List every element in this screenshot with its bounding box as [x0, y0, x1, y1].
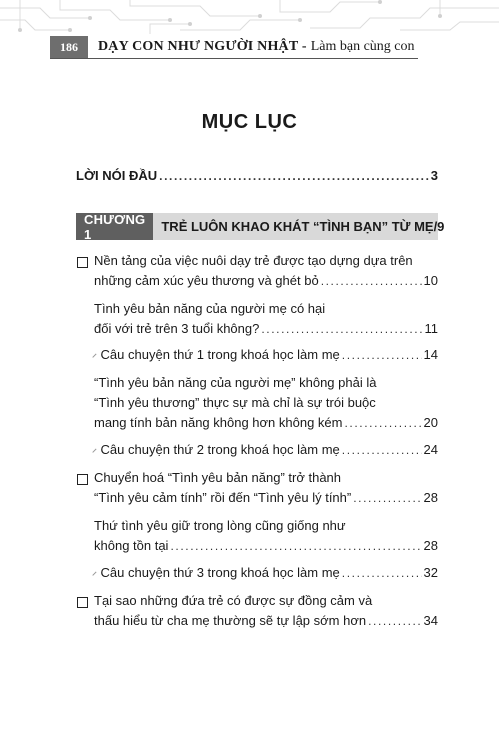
- checkbox-bullet-icon: [77, 474, 88, 485]
- running-title: [88, 36, 415, 58]
- entry-text: Câu chuyện thứ 2 trong khoá học làm mẹ: [100, 442, 340, 457]
- entry-text: “Tình yêu bản năng của người mẹ” không phải là: [94, 375, 377, 390]
- entry-text: mang tính bản năng không hơn không kém: [94, 415, 343, 430]
- entry-text: “Tình yêu thương” thực sự mà chỉ là sự trói buộc: [94, 395, 376, 410]
- leader-dots: [368, 611, 421, 631]
- toc-entry[interactable]: [94, 373, 438, 433]
- page-ref: 20: [423, 415, 438, 430]
- page-ref: 3: [430, 168, 438, 183]
- toc-entry[interactable]: [94, 440, 438, 460]
- entry-text: “Tình yêu cảm tính” rồi đến “Tình yêu lý tính”: [94, 490, 352, 505]
- toc-entry[interactable]: [94, 468, 438, 508]
- page-ref: 10: [423, 273, 438, 288]
- entry-text: không tồn tại: [94, 538, 169, 553]
- page-ref: 11: [424, 321, 438, 336]
- leader-dots: [321, 271, 422, 291]
- toc-entry[interactable]: [94, 299, 438, 339]
- toc-title: MỤC LỤC: [201, 111, 298, 133]
- chapter-heading[interactable]: [76, 211, 445, 242]
- leader-dots: [353, 488, 421, 508]
- page-number: 186: [50, 36, 88, 58]
- checkbox-bullet-icon: [77, 597, 88, 608]
- toc-entry[interactable]: [94, 251, 438, 291]
- entry-text: Câu chuyện thứ 1 trong khoá học làm mẹ: [100, 347, 340, 362]
- circuit-decoration: [0, 0, 499, 34]
- page-ref: 28: [423, 538, 438, 553]
- checkbox-bullet-icon: [77, 257, 88, 268]
- entry-text: Tình yêu bản năng của người mẹ có hại: [94, 301, 326, 316]
- preface-label: LỜI NÓI ĐẦU: [76, 168, 158, 183]
- leader-dots: [261, 319, 422, 339]
- toc-entry-preface[interactable]: [76, 166, 438, 186]
- entry-text: những cảm xúc yêu thương và ghét bỏ: [94, 273, 319, 288]
- entry-text: đối với trẻ trên 3 tuổi không?: [94, 321, 260, 336]
- leader-dots: [342, 563, 422, 583]
- page-ref: 14: [423, 347, 438, 362]
- diamond-bullet-icon: [92, 449, 96, 453]
- page-ref: 34: [423, 613, 438, 628]
- book-title: DẠY CON NHƯ NGƯỜI NHẬT -: [98, 39, 307, 54]
- leader-dots: [342, 345, 422, 365]
- page-ref: 28: [423, 490, 438, 505]
- toc-entry[interactable]: [94, 516, 438, 556]
- leader-dots: [159, 166, 429, 186]
- entry-text: Tại sao những đứa trẻ có được sự đồng cảm và: [94, 593, 373, 608]
- diamond-bullet-icon: [92, 354, 96, 358]
- entry-text: Câu chuyện thứ 3 trong khoá học làm mẹ: [100, 565, 340, 580]
- toc-entry[interactable]: [94, 345, 438, 365]
- page-ref: 32: [423, 565, 438, 580]
- book-subtitle: Làm bạn cùng con: [310, 39, 415, 54]
- entry-text: thấu hiểu từ cha mẹ thường sẽ tự lập sớm hơn: [94, 613, 367, 628]
- entry-text: Thứ tình yêu giữ trong lòng cũng giống như: [94, 518, 346, 533]
- page-ref: 24: [423, 442, 438, 457]
- entry-text: Nền tảng của việc nuôi dạy trẻ được tạo dựng dựa trên: [94, 253, 413, 268]
- leader-dots: [344, 413, 421, 433]
- leader-dots: [342, 440, 422, 460]
- toc-entry[interactable]: [94, 591, 438, 631]
- chapter-label: CHƯƠNG 1: [76, 213, 153, 240]
- running-header: [50, 36, 418, 59]
- entry-text: Chuyển hoá “Tình yêu bản năng” trở thành: [94, 470, 342, 485]
- toc-entry[interactable]: [94, 563, 438, 583]
- leader-dots: [170, 536, 421, 556]
- chapter-title: TRẺ LUÔN KHAO KHÁT “TÌNH BẠN” TỪ MẸ/9: [161, 219, 445, 234]
- diamond-bullet-icon: [92, 572, 96, 576]
